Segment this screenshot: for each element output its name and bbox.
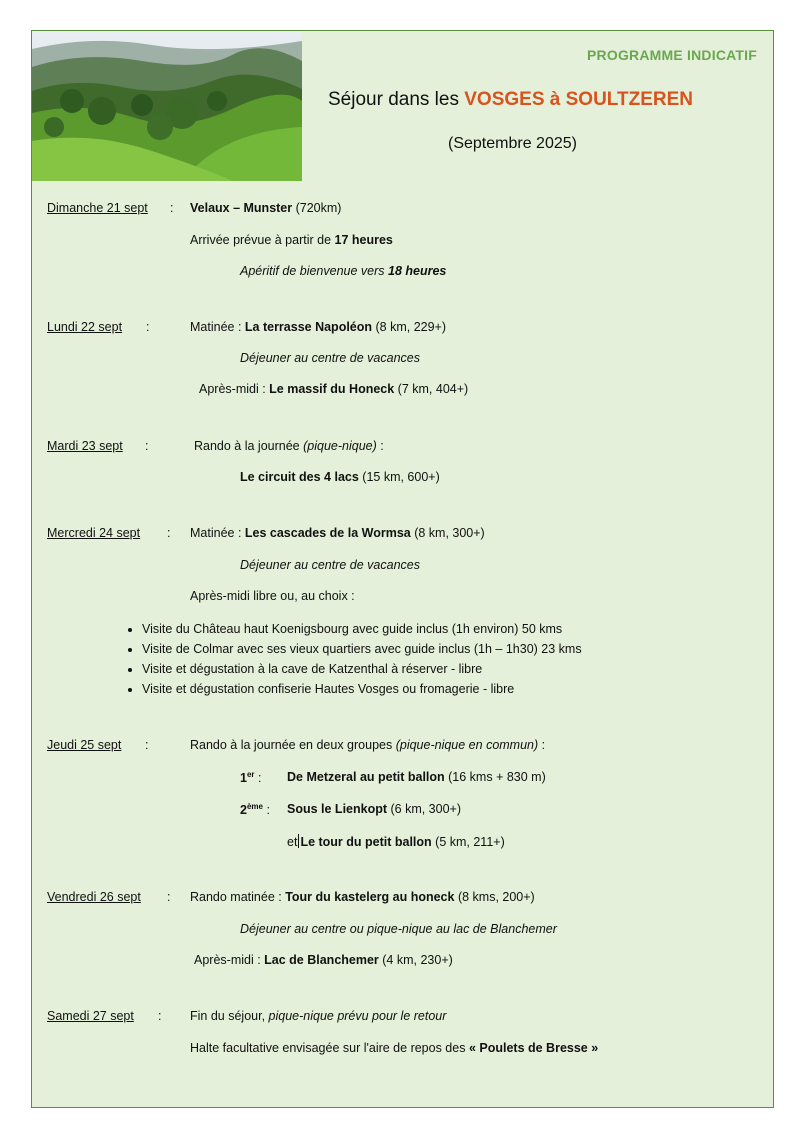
morning-detail: (8 kms, 200+) <box>454 890 535 904</box>
day-label-tuesday <box>47 439 123 453</box>
afternoon-hike: Le massif du Honeck <box>269 382 395 396</box>
day-label-thursday <box>47 738 121 752</box>
day-suffix: : <box>538 738 546 752</box>
day-label-text: Lundi 22 sept <box>47 320 123 334</box>
tuesday-hike <box>240 470 440 484</box>
list-item: • Visite et dégustation confiserie Hautes Vosges ou fromagerie - libre <box>142 679 582 699</box>
end-note: pique-nique prévu pour le retour <box>268 1009 447 1023</box>
wednesday-lunch: Déjeuner au centre de vacances <box>240 558 420 572</box>
friday-lunch: Déjeuner au centre ou pique-nique au lac de Blanchemer <box>240 922 557 936</box>
hike-name: Le tour du petit ballon <box>300 835 432 849</box>
stop-place: Poulets de Bresse <box>479 1041 588 1055</box>
day-label-text: Jeudi 25 sept <box>47 738 122 752</box>
sunday-aperitif <box>240 264 446 278</box>
group2-number <box>240 802 270 817</box>
sep: : <box>146 320 150 334</box>
aperitif-text: Apéritif de bienvenue vers <box>240 264 389 278</box>
hike-detail: (16 kms + 830 m) <box>444 770 546 784</box>
day-label-friday <box>47 890 141 904</box>
day-label-monday <box>47 320 122 334</box>
sunday-arrival <box>190 233 393 247</box>
sep: : <box>170 201 174 215</box>
monday-morning <box>190 320 446 334</box>
hike-name: De Metzeral au petit ballon <box>287 770 445 784</box>
afternoon-detail: (7 km, 404+) <box>394 382 469 396</box>
sep: : <box>167 526 171 540</box>
page-title <box>328 89 693 111</box>
route-detail: (720km) <box>292 201 342 215</box>
morning-prefix: Matinée : <box>190 526 245 540</box>
group-number: 1 <box>240 771 247 786</box>
hike-detail: (6 km, 300+) <box>387 802 462 816</box>
quote-close: » <box>587 1041 599 1055</box>
friday-morning <box>190 890 535 904</box>
sunday-route <box>190 201 341 215</box>
day-label-text: Samedi 27 sept <box>47 1009 134 1023</box>
day-prefix: Rando à la journée <box>194 439 304 453</box>
group-ordinal: er <box>246 770 255 779</box>
hike-name: Sous le Lienkopt <box>287 802 388 816</box>
afternoon-options-list <box>122 619 582 699</box>
saturday-stop <box>190 1041 598 1055</box>
day-label-wednesday <box>47 526 140 540</box>
thursday-day <box>190 738 545 752</box>
group1-hike <box>287 770 546 784</box>
monday-afternoon <box>199 382 468 396</box>
arrival-time: 17 heures <box>334 233 393 247</box>
group-ordinal: ème <box>246 802 263 811</box>
afternoon-detail: (4 km, 230+) <box>378 953 453 967</box>
title-prefix: Séjour dans les <box>328 89 465 110</box>
vosges-landscape-photo <box>32 31 302 181</box>
title-highlight: VOSGES à SOULTZEREN <box>464 89 693 110</box>
sep: : <box>262 803 270 818</box>
group2-hike <box>287 802 461 816</box>
programme-label: PROGRAMME INDICATIF <box>587 47 757 63</box>
group1-number <box>240 770 261 785</box>
group-number: 2 <box>240 803 247 818</box>
morning-hike: Les cascades de la Wormsa <box>244 526 411 540</box>
group2b-hike <box>287 834 505 849</box>
sep: : <box>167 890 171 904</box>
sep: : <box>145 439 149 453</box>
day-note: (pique-nique) <box>303 439 377 453</box>
day-label-saturday <box>47 1009 134 1023</box>
stop-prefix: Halte facultative envisagée sur l'aire de repos des <box>190 1041 469 1055</box>
sep: : <box>145 738 149 752</box>
morning-prefix: Rando matinée : <box>190 890 286 904</box>
wednesday-afternoon: Après-midi libre ou, au choix : <box>190 589 355 603</box>
afternoon-hike: Lac de Blanchemer <box>264 953 379 967</box>
hike-detail: (15 km, 600+) <box>358 470 440 484</box>
hike-detail: (5 km, 211+) <box>431 835 505 849</box>
day-label-text: Mardi 23 sept <box>47 439 123 453</box>
and-prefix: et <box>287 835 298 849</box>
landscape-illustration <box>32 31 302 181</box>
monday-lunch: Déjeuner au centre de vacances <box>240 351 420 365</box>
list-item: • Visite du Château haut Koenigsbourg avec guide inclus (1h environ) 50 kms <box>142 619 582 639</box>
saturday-end <box>190 1009 446 1023</box>
period: (Septembre 2025) <box>448 135 577 152</box>
morning-detail: (8 km, 300+) <box>410 526 485 540</box>
day-suffix: : <box>376 439 384 453</box>
morning-hike: La terrasse Napoléon <box>244 320 373 334</box>
morning-prefix: Matinée : <box>190 320 245 334</box>
end-prefix: Fin du séjour, <box>190 1009 269 1023</box>
hike-name: Le circuit des 4 lacs <box>240 470 359 484</box>
day-label-sunday <box>47 201 148 215</box>
list-item: • Visite de Colmar avec ses vieux quartiers avec guide inclus (1h – 1h30) 23 kms <box>142 639 582 659</box>
day-label-text: Mercredi 24 sept <box>47 526 141 540</box>
arrival-prefix: Arrivée prévue à partir de <box>190 233 335 247</box>
friday-afternoon <box>194 953 453 967</box>
program-page <box>31 30 774 1108</box>
morning-hike: Tour du kastelerg au honeck <box>285 890 455 904</box>
list-item: • Visite et dégustation à la cave de Katzenthal à réserver - libre <box>142 659 582 679</box>
route-name: Velaux – Munster <box>190 201 293 215</box>
afternoon-prefix: Après-midi : <box>194 953 265 967</box>
tuesday-day <box>194 439 384 453</box>
day-note: (pique-nique en commun) <box>395 738 539 752</box>
sep: : <box>158 1009 162 1023</box>
day-prefix: Rando à la journée en deux groupes <box>190 738 396 752</box>
afternoon-prefix: Après-midi : <box>199 382 270 396</box>
aperitif-time: 18 heures <box>388 264 447 278</box>
day-label-text: Dimanche 21 sept <box>47 201 148 215</box>
wednesday-morning <box>190 526 485 540</box>
sep: : <box>254 771 262 786</box>
day-label-text: Vendredi 26 sept <box>47 890 141 904</box>
quote-open: « <box>468 1041 480 1055</box>
morning-detail: (8 km, 229+) <box>372 320 447 334</box>
